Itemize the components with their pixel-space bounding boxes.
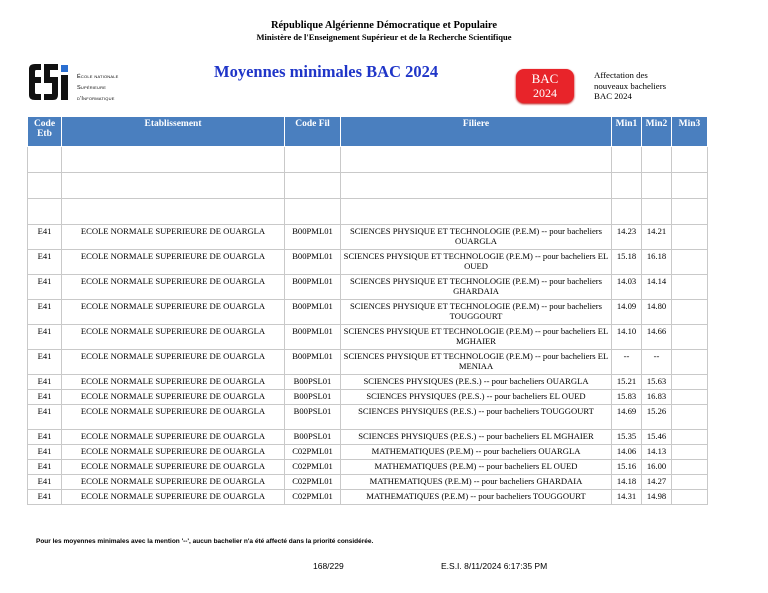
code-fil-cell: C02PML01 bbox=[285, 490, 341, 505]
column-header: Filiere bbox=[341, 117, 612, 147]
min1-cell: 14.31 bbox=[612, 490, 642, 505]
school-line: Supérieure bbox=[77, 85, 107, 91]
min2-cell: -- bbox=[642, 350, 672, 375]
min1-cell: 14.18 bbox=[612, 475, 642, 490]
min3-cell bbox=[672, 375, 708, 390]
footnote: Pour les moyennes minimales avec la mention '--', aucun bachelier n'a été affecté dans la priorité considérée. bbox=[36, 538, 374, 545]
table-row bbox=[28, 275, 708, 300]
filiere-cell: SCIENCES PHYSIQUES (P.E.S.) -- pour bacheliers EL MGHAIER bbox=[341, 430, 612, 445]
etablissement-cell: ECOLE NORMALE SUPERIEURE DE OUARGLA bbox=[62, 405, 285, 430]
min2-cell: 15.26 bbox=[642, 405, 672, 430]
min3-cell bbox=[672, 390, 708, 405]
header-ministry: Ministère de l'Enseignement Supérieur et de la Recherche Scientifique bbox=[256, 32, 512, 42]
min3-cell bbox=[672, 350, 708, 375]
code-etb-cell: E41 bbox=[28, 475, 62, 490]
table-row bbox=[28, 445, 708, 460]
min1-cell: 14.09 bbox=[612, 300, 642, 325]
code-etb-cell: E41 bbox=[28, 490, 62, 505]
esi-logo-mark bbox=[27, 63, 73, 101]
etablissement-cell: ECOLE NORMALE SUPERIEURE DE OUARGLA bbox=[62, 490, 285, 505]
etablissement-cell: ECOLE NORMALE SUPERIEURE DE OUARGLA bbox=[62, 475, 285, 490]
affectation-line: BAC 2024 bbox=[594, 91, 632, 101]
code-fil-cell: C02PML01 bbox=[285, 475, 341, 490]
min1-cell: 15.83 bbox=[612, 390, 642, 405]
etablissement-cell: ECOLE NORMALE SUPERIEURE DE OUARGLA bbox=[62, 275, 285, 300]
etablissement-cell: ECOLE NORMALE SUPERIEURE DE OUARGLA bbox=[62, 225, 285, 250]
min3-cell bbox=[672, 300, 708, 325]
code-etb-cell: E41 bbox=[28, 390, 62, 405]
code-fil-cell: B00PML01 bbox=[285, 225, 341, 250]
school-line: d'Informatique bbox=[77, 96, 115, 102]
code-etb-cell: E41 bbox=[28, 445, 62, 460]
esi-school-name bbox=[77, 72, 119, 105]
filiere-cell: SCIENCES PHYSIQUES (P.E.S.) -- pour bacheliers OUARGLA bbox=[341, 375, 612, 390]
min2-cell: 14.98 bbox=[642, 490, 672, 505]
esi-logo bbox=[27, 63, 147, 103]
code-fil-cell: B00PSL01 bbox=[285, 405, 341, 430]
filiere-cell: SCIENCES PHYSIQUE ET TECHNOLOGIE (P.E.M) -- pour bacheliers TOUGGOURT bbox=[341, 300, 612, 325]
filiere-cell: SCIENCES PHYSIQUE ET TECHNOLOGIE (P.E.M) -- pour bacheliers OUARGLA bbox=[341, 225, 612, 250]
min2-cell: 14.14 bbox=[642, 275, 672, 300]
filiere-cell: SCIENCES PHYSIQUE ET TECHNOLOGIE (P.E.M) -- pour bacheliers GHARDAIA bbox=[341, 275, 612, 300]
min3-cell bbox=[672, 325, 708, 350]
blank-row bbox=[28, 147, 708, 173]
min1-cell: 15.18 bbox=[612, 250, 642, 275]
min2-cell: 14.21 bbox=[642, 225, 672, 250]
min2-cell: 16.00 bbox=[642, 460, 672, 475]
filiere-cell: SCIENCES PHYSIQUES (P.E.S.) -- pour bacheliers TOUGGOURT bbox=[341, 405, 612, 430]
code-etb-cell: E41 bbox=[28, 405, 62, 430]
table-row bbox=[28, 490, 708, 505]
min3-cell bbox=[672, 250, 708, 275]
filiere-cell: MATHEMATIQUES (P.E.M) -- pour bacheliers OUARGLA bbox=[341, 445, 612, 460]
table-row bbox=[28, 225, 708, 250]
table-row bbox=[28, 250, 708, 275]
affectation-line: nouveaux bacheliers bbox=[594, 80, 667, 91]
code-fil-cell: B00PML01 bbox=[285, 250, 341, 275]
table-row bbox=[28, 300, 708, 325]
blank-row bbox=[28, 173, 708, 199]
filiere-cell: SCIENCES PHYSIQUE ET TECHNOLOGIE (P.E.M) -- pour bacheliers EL MGHAIER bbox=[341, 325, 612, 350]
min3-cell bbox=[672, 490, 708, 505]
blank-row bbox=[28, 199, 708, 225]
etablissement-cell: ECOLE NORMALE SUPERIEURE DE OUARGLA bbox=[62, 390, 285, 405]
etablissement-cell: ECOLE NORMALE SUPERIEURE DE OUARGLA bbox=[62, 375, 285, 390]
print-timestamp: E.S.I. 8/11/2024 6:17:35 PM bbox=[441, 561, 548, 571]
code-fil-cell: B00PML01 bbox=[285, 275, 341, 300]
table-row bbox=[28, 430, 708, 445]
min1-cell: 14.69 bbox=[612, 405, 642, 430]
min2-cell: 14.66 bbox=[642, 325, 672, 350]
table-row bbox=[28, 350, 708, 375]
min1-cell: 14.06 bbox=[612, 445, 642, 460]
code-etb-cell: E41 bbox=[28, 375, 62, 390]
column-header: Min1 bbox=[612, 117, 642, 147]
column-header: Code Etb bbox=[28, 117, 62, 147]
min2-cell: 15.63 bbox=[642, 375, 672, 390]
min1-cell: 15.16 bbox=[612, 460, 642, 475]
min2-cell: 14.27 bbox=[642, 475, 672, 490]
code-fil-cell: C02PML01 bbox=[285, 460, 341, 475]
code-etb-cell: E41 bbox=[28, 250, 62, 275]
code-etb-cell: E41 bbox=[28, 460, 62, 475]
filiere-cell: MATHEMATIQUES (P.E.M) -- pour bacheliers EL OUED bbox=[341, 460, 612, 475]
results-table bbox=[27, 116, 708, 505]
badge-line: 2024 bbox=[533, 86, 557, 100]
code-etb-cell: E41 bbox=[28, 275, 62, 300]
min2-cell: 16.83 bbox=[642, 390, 672, 405]
code-etb-cell: E41 bbox=[28, 300, 62, 325]
min3-cell bbox=[672, 430, 708, 445]
min3-cell bbox=[672, 475, 708, 490]
code-etb-cell: E41 bbox=[28, 225, 62, 250]
min1-cell: 14.03 bbox=[612, 275, 642, 300]
affectation-label bbox=[594, 70, 666, 102]
filiere-cell: MATHEMATIQUES (P.E.M) -- pour bacheliers TOUGGOURT bbox=[341, 490, 612, 505]
filiere-cell: SCIENCES PHYSIQUE ET TECHNOLOGIE (P.E.M) -- pour bacheliers EL OUED bbox=[341, 250, 612, 275]
code-fil-cell: B00PML01 bbox=[285, 300, 341, 325]
min1-cell: 15.21 bbox=[612, 375, 642, 390]
etablissement-cell: ECOLE NORMALE SUPERIEURE DE OUARGLA bbox=[62, 250, 285, 275]
min1-cell: 15.35 bbox=[612, 430, 642, 445]
etablissement-cell: ECOLE NORMALE SUPERIEURE DE OUARGLA bbox=[62, 430, 285, 445]
table-row bbox=[28, 460, 708, 475]
etablissement-cell: ECOLE NORMALE SUPERIEURE DE OUARGLA bbox=[62, 460, 285, 475]
code-fil-cell: B00PSL01 bbox=[285, 375, 341, 390]
code-fil-cell: B00PSL01 bbox=[285, 430, 341, 445]
min1-cell: -- bbox=[612, 350, 642, 375]
code-etb-cell: E41 bbox=[28, 430, 62, 445]
table-row bbox=[28, 325, 708, 350]
badge-line: BAC bbox=[531, 71, 559, 86]
table-row bbox=[28, 375, 708, 390]
etablissement-cell: ECOLE NORMALE SUPERIEURE DE OUARGLA bbox=[62, 445, 285, 460]
column-header: Min3 bbox=[672, 117, 708, 147]
etablissement-cell: ECOLE NORMALE SUPERIEURE DE OUARGLA bbox=[62, 300, 285, 325]
filiere-cell: SCIENCES PHYSIQUES (P.E.S.) -- pour bacheliers EL OUED bbox=[341, 390, 612, 405]
table-row bbox=[28, 390, 708, 405]
min2-cell: 14.80 bbox=[642, 300, 672, 325]
filiere-cell: MATHEMATIQUES (P.E.M) -- pour bacheliers GHARDAIA bbox=[341, 475, 612, 490]
min3-cell bbox=[672, 275, 708, 300]
code-fil-cell: C02PML01 bbox=[285, 445, 341, 460]
min3-cell bbox=[672, 445, 708, 460]
table-header-row bbox=[28, 117, 708, 147]
column-header: Min2 bbox=[642, 117, 672, 147]
table-row bbox=[28, 405, 708, 430]
etablissement-cell: ECOLE NORMALE SUPERIEURE DE OUARGLA bbox=[62, 325, 285, 350]
column-header: Etablissement bbox=[62, 117, 285, 147]
school-line: École nationale bbox=[77, 74, 119, 80]
affectation-line: Affectation des bbox=[594, 70, 648, 80]
min3-cell bbox=[672, 405, 708, 430]
min2-cell: 16.18 bbox=[642, 250, 672, 275]
bac-2024-badge bbox=[516, 69, 574, 103]
page-number: 168/229 bbox=[313, 561, 344, 571]
min3-cell bbox=[672, 460, 708, 475]
etablissement-cell: ECOLE NORMALE SUPERIEURE DE OUARGLA bbox=[62, 350, 285, 375]
min2-cell: 15.46 bbox=[642, 430, 672, 445]
min1-cell: 14.10 bbox=[612, 325, 642, 350]
filiere-cell: SCIENCES PHYSIQUE ET TECHNOLOGIE (P.E.M) -- pour bacheliers EL MENIAA bbox=[341, 350, 612, 375]
min2-cell: 14.13 bbox=[642, 445, 672, 460]
code-etb-cell: E41 bbox=[28, 350, 62, 375]
page-title: Moyennes minimales BAC 2024 bbox=[214, 62, 439, 81]
column-header: Code Fil bbox=[285, 117, 341, 147]
code-fil-cell: B00PML01 bbox=[285, 325, 341, 350]
min3-cell bbox=[672, 225, 708, 250]
table-row bbox=[28, 475, 708, 490]
code-fil-cell: B00PSL01 bbox=[285, 390, 341, 405]
code-fil-cell: B00PML01 bbox=[285, 350, 341, 375]
min1-cell: 14.23 bbox=[612, 225, 642, 250]
header-republic: République Algérienne Démocratique et Populaire bbox=[270, 20, 498, 31]
code-etb-cell: E41 bbox=[28, 325, 62, 350]
